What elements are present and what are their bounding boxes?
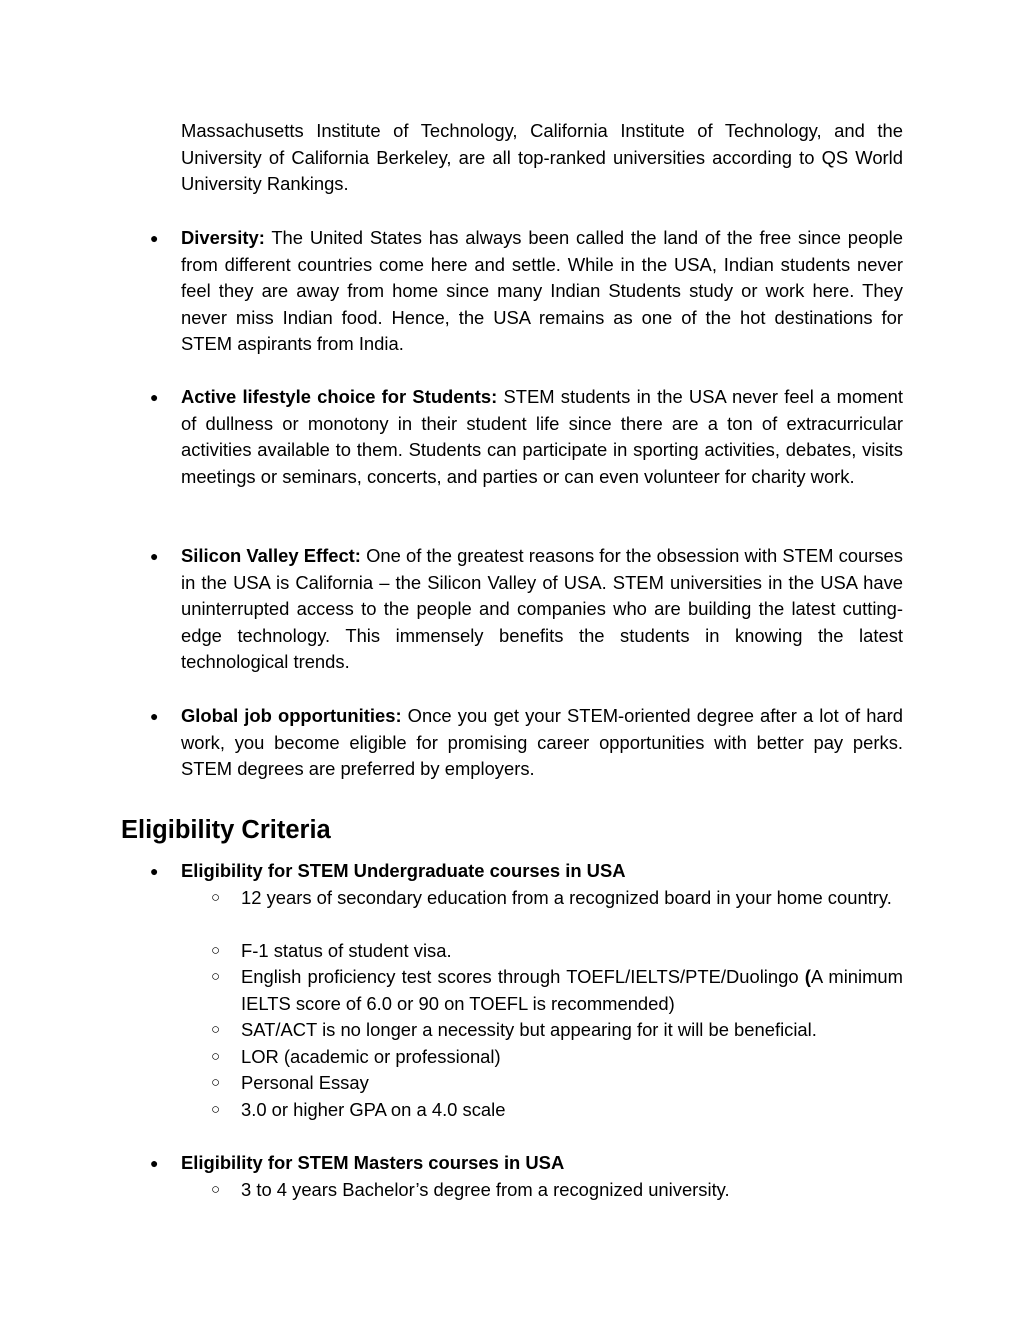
bullet-symbol: ● <box>150 863 159 879</box>
english-paren-open: ( <box>804 966 811 987</box>
bullet-title: Diversity: <box>181 227 265 248</box>
bullet-text: STEM students in the USA never feel a moment of dullness or monotony in their student life since there are a ton of extracurricular activities available to them. Students can participate in sporting activities, debates, visits meetings or seminars, concerts, and parties or can even volunteer for charity work. <box>181 386 904 487</box>
undergrad-item: SAT/ACT is no longer a necessity but appearing for it will be beneficial. <box>241 1019 817 1040</box>
sub-bullet-symbol: ○ <box>211 1101 221 1118</box>
sub-bullet-symbol: ○ <box>211 889 221 906</box>
bullet-text: Once you get your STEM-oriented degree after a lot of hard work, you become eligible for promising career opportunities with better pay perks. STEM degrees are preferred by employers. <box>181 705 903 779</box>
bullet-symbol: ● <box>150 708 159 724</box>
undergrad-item: LOR (academic or professional) <box>241 1046 501 1067</box>
undergrad-eligibility-title: Eligibility for STEM Undergraduate courses in USA <box>181 860 626 881</box>
bullet-title: Silicon Valley Effect: <box>181 545 361 566</box>
sub-bullet-symbol: ○ <box>211 1048 221 1065</box>
bullet-text: The United States has always been called the land of the free since people from different countries come here and settle. While in the USA, Indian students never feel they are away from home since many Indian Students study or work here. They never miss Indian food. Hence, the USA remains as one of the hot destinations for STEM aspirants from India. <box>181 227 903 354</box>
sub-bullet-symbol: ○ <box>211 968 221 985</box>
bullet-symbol: ● <box>150 389 159 405</box>
bullet-active-lifestyle <box>181 384 903 490</box>
bullet-diversity <box>181 225 903 358</box>
undergrad-item: 3.0 or higher GPA on a 4.0 scale <box>241 1099 506 1120</box>
masters-item: 3 to 4 years Bachelor’s degree from a recognized university. <box>241 1179 730 1200</box>
masters-eligibility-title: Eligibility for STEM Masters courses in USA <box>181 1152 565 1173</box>
sub-bullet-symbol: ○ <box>211 1074 221 1091</box>
english-test-text: English proficiency test scores through TOEFL/IELTS/PTE/Duolingo <box>241 966 799 987</box>
bullet-title: Active lifestyle choice for Students: <box>181 386 498 407</box>
section-heading: Eligibility Criteria <box>121 816 331 844</box>
undergrad-item: F-1 status of student visa. <box>241 940 452 961</box>
sub-bullet-symbol: ○ <box>211 1181 221 1198</box>
bullet-title: Global job opportunities: <box>181 705 402 726</box>
undergrad-item-english <box>241 964 903 1017</box>
bullet-symbol: ● <box>150 548 159 564</box>
undergrad-item: Personal Essay <box>241 1072 369 1093</box>
bullet-symbol: ● <box>150 230 159 246</box>
sub-bullet-symbol: ○ <box>211 942 221 959</box>
sub-bullet-symbol: ○ <box>211 1021 221 1038</box>
bullet-silicon-valley <box>181 543 903 676</box>
english-paren-rest: A minimum IELTS score of 6.0 or 90 on TOEFL is recommended) <box>241 966 903 1014</box>
bullet-text: One of the greatest reasons for the obsession with STEM courses in the USA is California – the Silicon Valley of USA. STEM universities in the USA have uninterrupted access to the people and companies who are building the latest cutting-edge technology. This immensely benefits the students in knowing the latest technological trends. <box>181 545 903 672</box>
undergrad-item: 12 years of secondary education from a recognized board in your home country. <box>241 887 892 908</box>
bullet-symbol: ● <box>150 1155 159 1171</box>
intro-continuation-paragraph: Massachusetts Institute of Technology, California Institute of Technology, and the University of California Berkeley, are all top-ranked universities according to QS World University Rankings. <box>181 120 903 194</box>
bullet-global-jobs <box>181 703 903 783</box>
